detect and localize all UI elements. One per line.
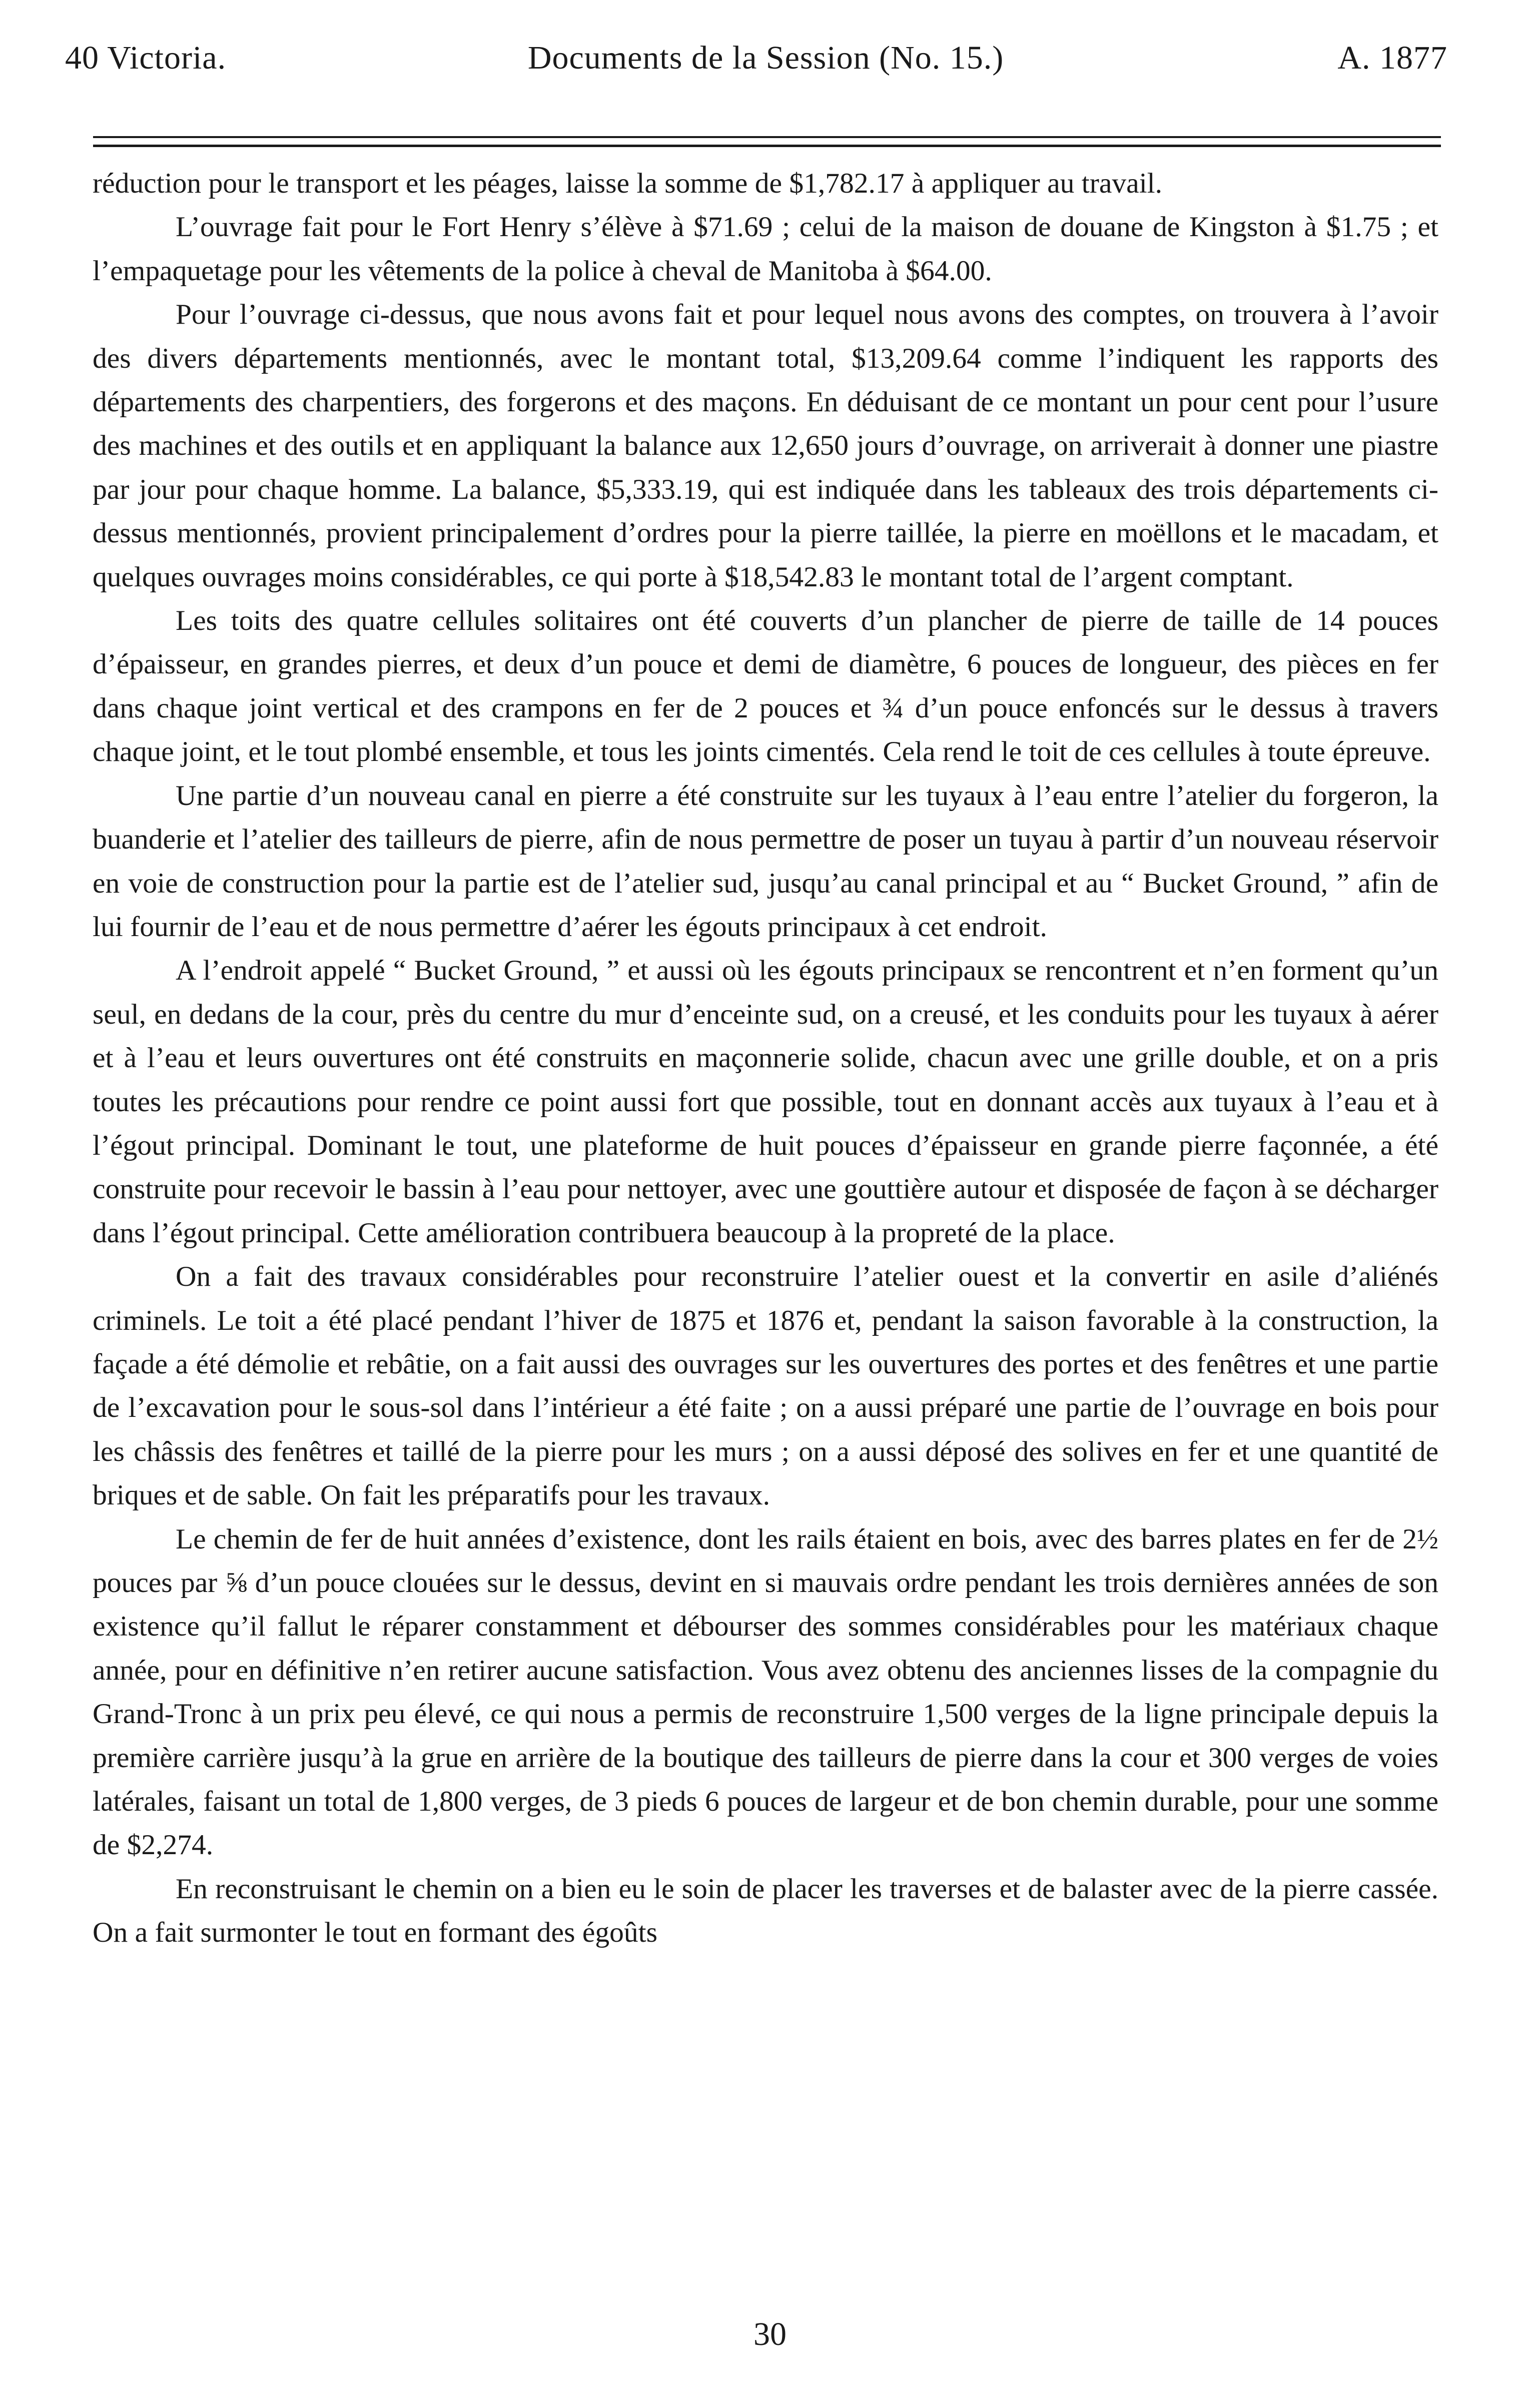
- header-rule-thick: [93, 145, 1441, 147]
- running-header: [65, 39, 1447, 94]
- page-number: 30: [753, 2316, 787, 2352]
- paragraph-9: En reconstruisant le chemin on a bien eu le soin de placer les traverses et de balaster avec de la pierre cassée. On a fait surmonter le tout en formant des égoûts: [93, 1873, 1438, 1949]
- paragraph-6: A l’endroit appelé “ Bucket Ground, ” et aussi où les égouts principaux se rencontrent et n’en forment qu’un seul, en dedans de la cour, près du centre du mur d’enceinte sud, on a creusé, et les conduits pour les tuyaux à aérer et à l’eau et leurs ouvertures ont été construits en maçonnerie solide, chacun avec une grille double, et on a pris toutes les précautions pour rendre ce point aussi fort que possible, tout en donnant accès aux tuyaux à l’eau et à l’égout principal. Dominant le tout, une plateforme de huit pouces d’épaisseur en grande pierre façonnée, a été construite pour recevoir le bassin à l’eau pour nettoyer, avec une gouttière autour et disposée de façon à se décharger dans l’égout principal. Cette amélioration contribuera beaucoup à la propreté de la place.: [93, 955, 1438, 1249]
- paragraph-7: On a fait des travaux considérables pour reconstruire l’atelier ouest et la convertir en asile d’aliénés criminels. Le toit a été placé pendant l’hiver de 1875 et 1876 et, pendant la saison favorable à la construction, la façade a été démolie et rebâtie, on a fait aussi des ouvrages sur les ouvertures des portes et des fenêtres et une partie de l’excavation pour le sous-sol dans l’intérieur a été faite ; on a aussi préparé une partie de l’ouvrage en bois pour les châssis des fenêtres et taillé de la pierre pour les murs ; on a aussi déposé des solives en fer et une quantité de briques et de sable. On fait les préparatifs pour les travaux.: [93, 1261, 1438, 1511]
- body-text: [93, 162, 1438, 1955]
- paragraph-4: Les toits des quatre cellules solitaires ont été couverts d’un plancher de pierre de taille de 14 pouces d’épaisseur, en grandes pierres, et deux d’un pouce et demi de diamètre, 6 pouces de longueur, des pièces en fer dans chaque joint vertical et des crampons en fer de 2 pouces et ¾ d’un pouce enfoncés sur le dessus à travers chaque joint, et le tout plombé ensemble, et tous les joints cimentés. Cela rend le toit de ces cellules à toute épreuve.: [93, 605, 1438, 768]
- paragraph-8: Le chemin de fer de huit années d’existence, dont les rails étaient en bois, avec des barres plates en fer de 2½ pouces par ⅝ d’un pouce clouées sur le dessus, devint en si mauvais ordre pendant les trois dernières années de son existence qu’il fallut le réparer constamment et débourser des sommes considérables pour les matériaux chaque année, pour en définitive n’en retirer aucune satisfaction. Vous avez obtenu des anciennes lisses de la compagnie du Grand-Tronc à un prix peu élevé, ce qui nous a permis de reconstruire 1,500 verges de la ligne principale depuis la première carrière jusqu’à la grue en arrière de la boutique des tailleurs de pierre dans la cour et 300 verges de voies latérales, faisant un total de 1,800 verges, de 3 pieds 6 pouces de largeur et de bon chemin durable, pour une somme de $2,274.: [93, 1523, 1438, 1861]
- header-year: A. 1877: [1337, 40, 1447, 76]
- paragraph-5: Une partie d’un nouveau canal en pierre a été construite sur les tuyaux à l’eau entre l’atelier du forgeron, la buanderie et l’atelier des tailleurs de pierre, afin de nous permettre de poser un tuyau à partir d’un nouveau réservoir en voie de construction pour la partie est de l’atelier sud, jusqu’au canal principal et au “ Bucket Ground, ” afin de lui fournir de l’eau et de nous permettre d’aérer les égouts principaux à cet endroit.: [93, 779, 1438, 943]
- paragraph-2: L’ouvrage fait pour le Fort Henry s’élève à $71.69 ; celui de la maison de douane de Kingston à $1.75 ; et l’empaquetage pour les vêtements de la police à cheval de Manitoba à $64.00.: [93, 211, 1438, 287]
- paragraph-3: Pour l’ouvrage ci-dessus, que nous avons fait et pour lequel nous avons des comptes, on trouvera à l’avoir des divers départements mentionnés, avec le montant total, $13,209.64 comme l’indiquent les rapports des départements des charpentiers, des forgerons et des maçons. En déduisant de ce montant un pour cent pour l’usure des machines et des outils et en appliquant la balance aux 12,650 jours d’ouvrage, on arriverait à donner une piastre par jour pour chaque homme. La balance, $5,333.19, qui est indiquée dans les tableaux des trois départements ci-dessus mentionnés, provient principalement d’ordres pour la pierre taillée, la pierre en moëllons et le macadam, et quelques ouvrages moins considérables, ce qui porte à $18,542.83 le montant total de l’argent comptant.: [93, 299, 1438, 593]
- paragraph-1: réduction pour le transport et les péages, laisse la somme de $1,782.17 à appliquer au travail.: [93, 168, 1163, 199]
- header-title: Documents de la Session (No. 15.): [527, 40, 1004, 76]
- header-volume: 40 Victoria.: [65, 40, 227, 76]
- header-rule-thin: [93, 136, 1441, 138]
